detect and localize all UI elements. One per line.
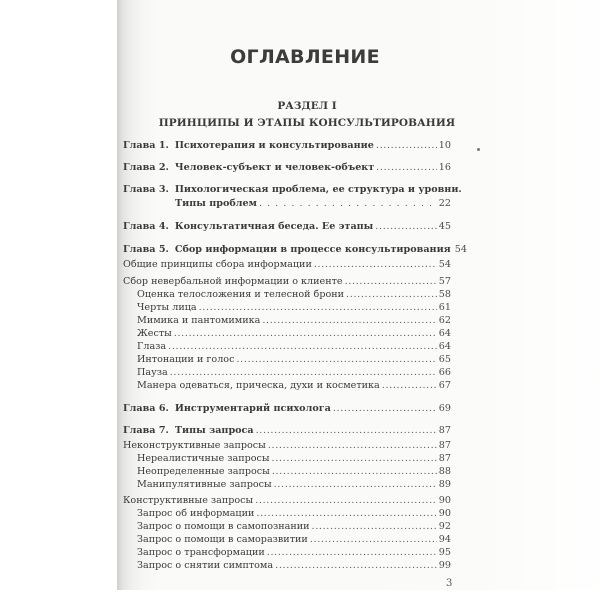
toc-section xyxy=(123,259,451,271)
leader-dots xyxy=(255,495,437,507)
toc-entry-label: Глаза xyxy=(137,341,167,352)
leader-dots xyxy=(267,547,437,559)
print-speck xyxy=(477,148,480,151)
toc-page-number: 87 xyxy=(438,453,451,464)
toc-chapter-6 xyxy=(123,403,451,415)
toc-page-number: 67 xyxy=(438,380,451,391)
toc-subsection xyxy=(137,367,451,379)
chapter-number: Глава 1. xyxy=(123,140,169,151)
toc-page-number: 58 xyxy=(438,289,451,300)
page-title: ОГЛАВЛЕНИЕ xyxy=(230,46,380,68)
leader-dots xyxy=(199,302,437,314)
leader-dots xyxy=(256,508,436,520)
leader-dots xyxy=(174,328,437,340)
leader-dots xyxy=(170,367,437,379)
leader-dots xyxy=(272,453,437,465)
leader-dots xyxy=(345,276,437,288)
toc-section xyxy=(123,495,451,507)
toc-subsection xyxy=(137,289,451,301)
leader-dots xyxy=(376,162,437,174)
leader-dots xyxy=(333,403,437,415)
toc-entry-label: Интонации и голос xyxy=(137,354,235,365)
toc-page-number: 10 xyxy=(438,140,451,151)
toc-page-number: 88 xyxy=(438,466,451,477)
toc-entry-label: Сбор информации в процессе консультирования xyxy=(174,244,451,255)
toc-page-number: 66 xyxy=(438,367,451,378)
page-number: 3 xyxy=(446,578,453,589)
toc-subsection xyxy=(137,328,451,340)
leader-dots xyxy=(382,380,437,392)
toc-entry-label: Нереалистичные запросы xyxy=(137,453,270,464)
toc-page-number: 92 xyxy=(438,521,451,532)
toc-page-number: 95 xyxy=(438,547,451,558)
leader-dots xyxy=(272,466,437,478)
chapter-number: Глава 7. xyxy=(123,425,169,436)
toc-entry-label: Пихологическая проблема, ее структура и уровни. xyxy=(174,184,462,195)
toc-subsection xyxy=(137,534,451,546)
toc-entry-label: Черты лица xyxy=(137,302,197,313)
toc-entry-label: Неконструктивные запросы xyxy=(123,440,266,451)
toc-page-number: 89 xyxy=(438,479,451,490)
toc-subsection xyxy=(137,547,451,559)
toc-entry-label: Пауза xyxy=(137,367,168,378)
toc-chapter-2 xyxy=(123,162,451,174)
leader-dots xyxy=(346,289,437,301)
toc-chapter-3-continuation xyxy=(175,198,451,210)
toc-chapter-7 xyxy=(123,425,451,437)
toc-page-number: 99 xyxy=(438,560,451,571)
toc-chapter-4 xyxy=(123,221,451,233)
toc-entry-label: Запрос о снятии симптома xyxy=(137,560,274,571)
toc-page-number: 69 xyxy=(438,403,451,414)
toc-subsection xyxy=(137,453,451,465)
toc-page-number: 54 xyxy=(454,244,467,255)
toc-page-number: 90 xyxy=(438,508,451,519)
toc-entry-label: Типы проблем xyxy=(175,198,257,209)
toc-subsection xyxy=(137,521,451,533)
leader-dots xyxy=(375,221,436,233)
toc-section xyxy=(123,440,451,452)
toc-entry-label: Общие принципы сбора информации xyxy=(123,259,312,270)
toc-page-number: 57 xyxy=(438,276,451,287)
toc-page-number: 94 xyxy=(438,534,451,545)
leader-dots xyxy=(312,521,437,533)
toc-entry-label: Неопределенные запросы xyxy=(137,466,270,477)
page-edge-fade xyxy=(477,0,600,590)
section-label: РАЗДЕЛ I xyxy=(277,100,337,112)
toc-entry-label: Манера одеваться, прическа, духи и косметика xyxy=(137,380,380,391)
leader-dots xyxy=(168,341,437,353)
toc-chapter-5 xyxy=(123,244,467,256)
leader-dots xyxy=(376,140,437,152)
toc-subsection xyxy=(137,341,451,353)
leader-dots xyxy=(310,534,437,546)
toc-entry-label: Конструктивные запросы xyxy=(123,495,254,506)
toc-entry-label: Запрос о трансформации xyxy=(137,547,265,558)
toc-subsection xyxy=(137,315,451,327)
chapter-number: Глава 5. xyxy=(123,244,169,255)
leader-dots xyxy=(259,198,437,210)
toc-page-number: 62 xyxy=(438,315,451,326)
toc-page-number: 45 xyxy=(438,221,451,232)
toc-subsection xyxy=(137,560,451,572)
toc-page-number: 22 xyxy=(438,198,451,209)
toc-entry-label: Консультатичная беседа. Ее этапы xyxy=(174,221,374,232)
toc-chapter-3 xyxy=(123,184,462,196)
toc-page-number: 90 xyxy=(438,495,451,506)
chapter-number: Глава 2. xyxy=(123,162,169,173)
toc-page-number: 54 xyxy=(438,259,451,270)
leader-dots xyxy=(275,560,437,572)
leader-dots xyxy=(256,425,437,437)
toc-page-number: 64 xyxy=(438,328,451,339)
leader-dots xyxy=(314,259,437,271)
toc-entry-label: Типы запроса xyxy=(174,425,254,436)
toc-entry-label: Запрос о помощи в самопознании xyxy=(137,521,310,532)
leader-dots xyxy=(274,479,437,491)
toc-page-number: 16 xyxy=(438,162,451,173)
toc-entry-label: Сбор невербальной информации о клиенте xyxy=(123,276,343,287)
chapter-number: Глава 3. xyxy=(123,184,169,195)
toc-section xyxy=(123,276,451,288)
section-title: ПРИНЦИПЫ И ЭТАПЫ КОНСУЛЬТИРОВАНИЯ xyxy=(158,117,456,129)
toc-entry-label: Манипулятивные запросы xyxy=(137,479,272,490)
toc-page-number: 64 xyxy=(438,341,451,352)
toc-chapter-1 xyxy=(123,140,451,152)
leader-dots xyxy=(262,315,436,327)
toc-page-number: 65 xyxy=(438,354,451,365)
toc-subsection xyxy=(137,380,451,392)
chapter-number: Глава 4. xyxy=(123,221,169,232)
toc-entry-label: Инструментарий психолога xyxy=(174,403,331,414)
toc-entry-label: Мимика и пантомимика xyxy=(137,315,261,326)
toc-subsection xyxy=(137,466,451,478)
toc-entry-label: Человек-субъект и человек-объект xyxy=(174,162,375,173)
chapter-number: Глава 6. xyxy=(123,403,169,414)
toc-entry-label: Психотерапия и консультирование xyxy=(174,140,374,151)
leader-dots xyxy=(236,354,436,366)
toc-page-number: 61 xyxy=(438,302,451,313)
toc-subsection xyxy=(137,508,451,520)
toc-entry-label: Жесты xyxy=(137,328,172,339)
toc-subsection xyxy=(137,479,451,491)
toc-page-number: 87 xyxy=(438,440,451,451)
leader-dots xyxy=(268,440,437,452)
toc-page-number: 87 xyxy=(438,425,451,436)
toc-entry-label: Запрос об информации xyxy=(137,508,255,519)
toc-subsection xyxy=(137,302,451,314)
toc-entry-label: Запрос о помощи в саморазвитии xyxy=(137,534,308,545)
toc-entry-label: Оценка телосложения и телесной брони xyxy=(137,289,345,300)
toc-subsection xyxy=(137,354,451,366)
